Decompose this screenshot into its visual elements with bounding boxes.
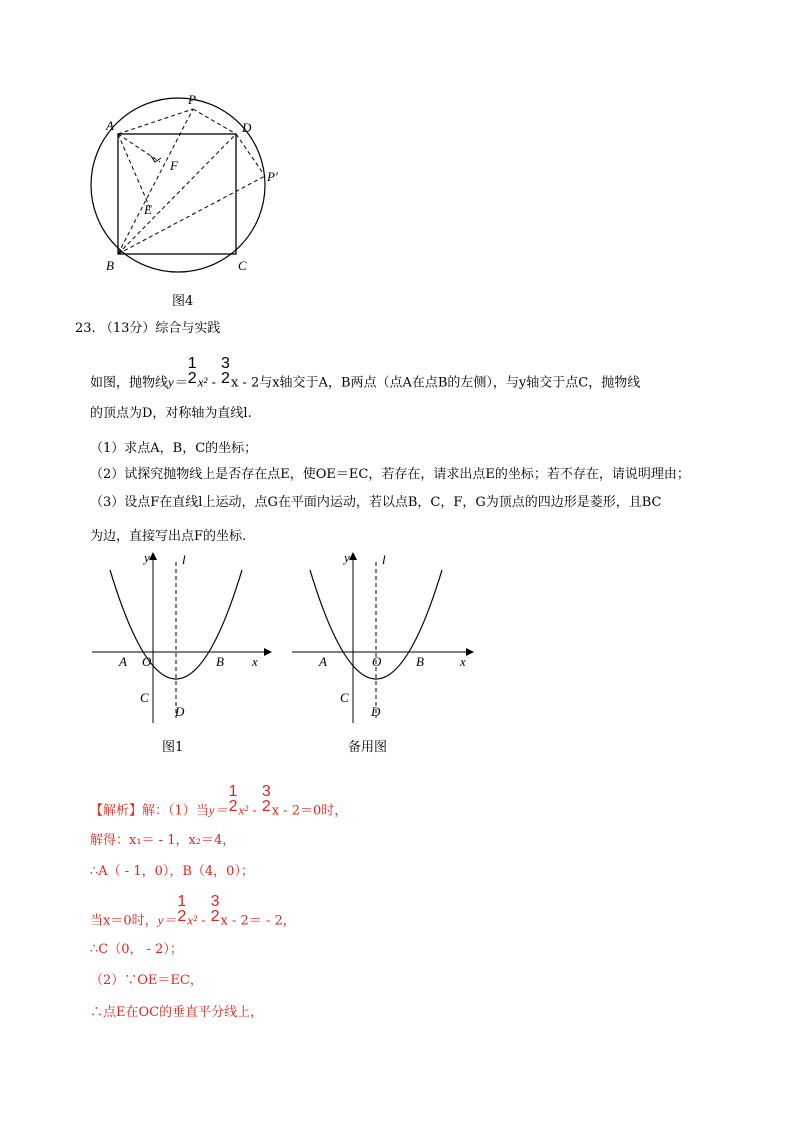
point-a: A <box>319 654 327 669</box>
question-line-2: 的顶点为D，对称轴为直线l. <box>90 406 252 421</box>
solution-fraction-three-halves: 3 2 <box>261 783 271 815</box>
figure-4 <box>80 90 280 280</box>
figure-4-caption: 图4 <box>172 294 194 309</box>
eq-tail: x - 2 <box>230 375 260 391</box>
graph-spare <box>288 548 483 728</box>
circumcircle <box>91 98 265 272</box>
axis-label-y: y <box>344 550 350 565</box>
label-a: A <box>106 118 114 133</box>
solution-line-1: 【解析】解：（1）当y＝ 1 2 x² - 3 2 x - 2＝0时， <box>90 783 348 819</box>
point-b: B <box>416 654 424 669</box>
point-o: O <box>372 654 382 669</box>
fraction-three-halves: 3 2 <box>221 355 230 387</box>
solution-s1-pre: 解：（1）当 <box>142 803 209 819</box>
question-intro: 如图，抛物线y＝ 1 2 x² - 3 2 x - 2与x轴交于A，B两点（点A在点B的左侧），与y轴交于点C，抛物线 <box>90 355 641 391</box>
solution-s4-pre: 当x＝0时， <box>90 913 158 929</box>
question-part-3b: 为边，直接写出点F的坐标. <box>90 529 247 544</box>
point-o: O <box>142 654 152 669</box>
solution-line-5: ∴C（0， - 2）； <box>90 942 183 957</box>
solution-s4-post: x - 2＝ - 2， <box>220 913 296 929</box>
axis-label-x: x <box>252 654 258 669</box>
solution-fraction-half: 1 2 <box>228 783 238 815</box>
point-d: D <box>175 704 185 719</box>
axis-label-y: y <box>144 550 150 565</box>
question-part-3a: （3）设点F在直线l上运动，点G在平面内运动，若以点B，C，F，G为顶点的四边形是菱形，且BC <box>90 495 662 510</box>
solution-s1-post: x - 2＝0时， <box>271 803 348 819</box>
question-number: 23. <box>75 321 96 336</box>
label-c: C <box>238 258 247 273</box>
solution-fraction-half-2: 1 2 <box>177 893 187 925</box>
axis-label-x: x <box>460 654 466 669</box>
solution-fraction-three-halves-2: 3 2 <box>210 893 220 925</box>
label-p-prime: P′ <box>267 169 278 184</box>
solution-line-6: （2）∵OE＝EC， <box>90 973 203 988</box>
fraction-half: 1 2 <box>187 355 197 387</box>
label-b: B <box>106 258 114 273</box>
axis-label-l: l <box>382 552 386 567</box>
question-header <box>75 320 220 338</box>
question-part-1: （1）求点A，B，C的坐标； <box>90 441 258 456</box>
solution-line-7: ∴点E在OC的垂直平分线上， <box>90 1005 264 1020</box>
intro-post: 与x轴交于A，B两点（点A在点B的左侧），与y轴交于点C，抛物线 <box>259 375 641 391</box>
graph-caption-1: 图1 <box>162 740 184 755</box>
question-title: （13分）综合与实践 <box>99 321 221 336</box>
point-a: A <box>119 654 127 669</box>
point-d: D <box>371 704 381 719</box>
graph-caption-spare: 备用图 <box>348 740 388 755</box>
solution-line-3: ∴A（ - 1，0），B（4，0）； <box>90 864 254 879</box>
intro-pre: 如图，抛物线 <box>90 375 169 391</box>
label-e: E <box>144 202 152 217</box>
axis-label-l: l <box>182 552 186 567</box>
point-c: C <box>340 690 349 705</box>
label-d: D <box>242 120 252 135</box>
point-b: B <box>216 654 224 669</box>
solution-line-2: 解得：x₁＝ - 1，x₂＝4， <box>90 833 236 848</box>
label-f: F <box>170 158 178 173</box>
eq-x2: x² <box>197 374 208 390</box>
solution-heading: 【解析】 <box>90 803 143 819</box>
point-c: C <box>140 690 149 705</box>
label-p: P <box>188 92 196 107</box>
graph-figure-1 <box>88 548 273 728</box>
solution-line-4: 当x＝0时，y＝ 1 2 x² - 3 2 x - 2＝ - 2， <box>90 893 296 929</box>
question-part-2: （2）试探究抛物线上是否存在点E，使OE＝EC，若存在，请求出点E的坐标；若不存在，请说明理由； <box>90 467 690 482</box>
eq-y: y＝ <box>168 374 187 390</box>
